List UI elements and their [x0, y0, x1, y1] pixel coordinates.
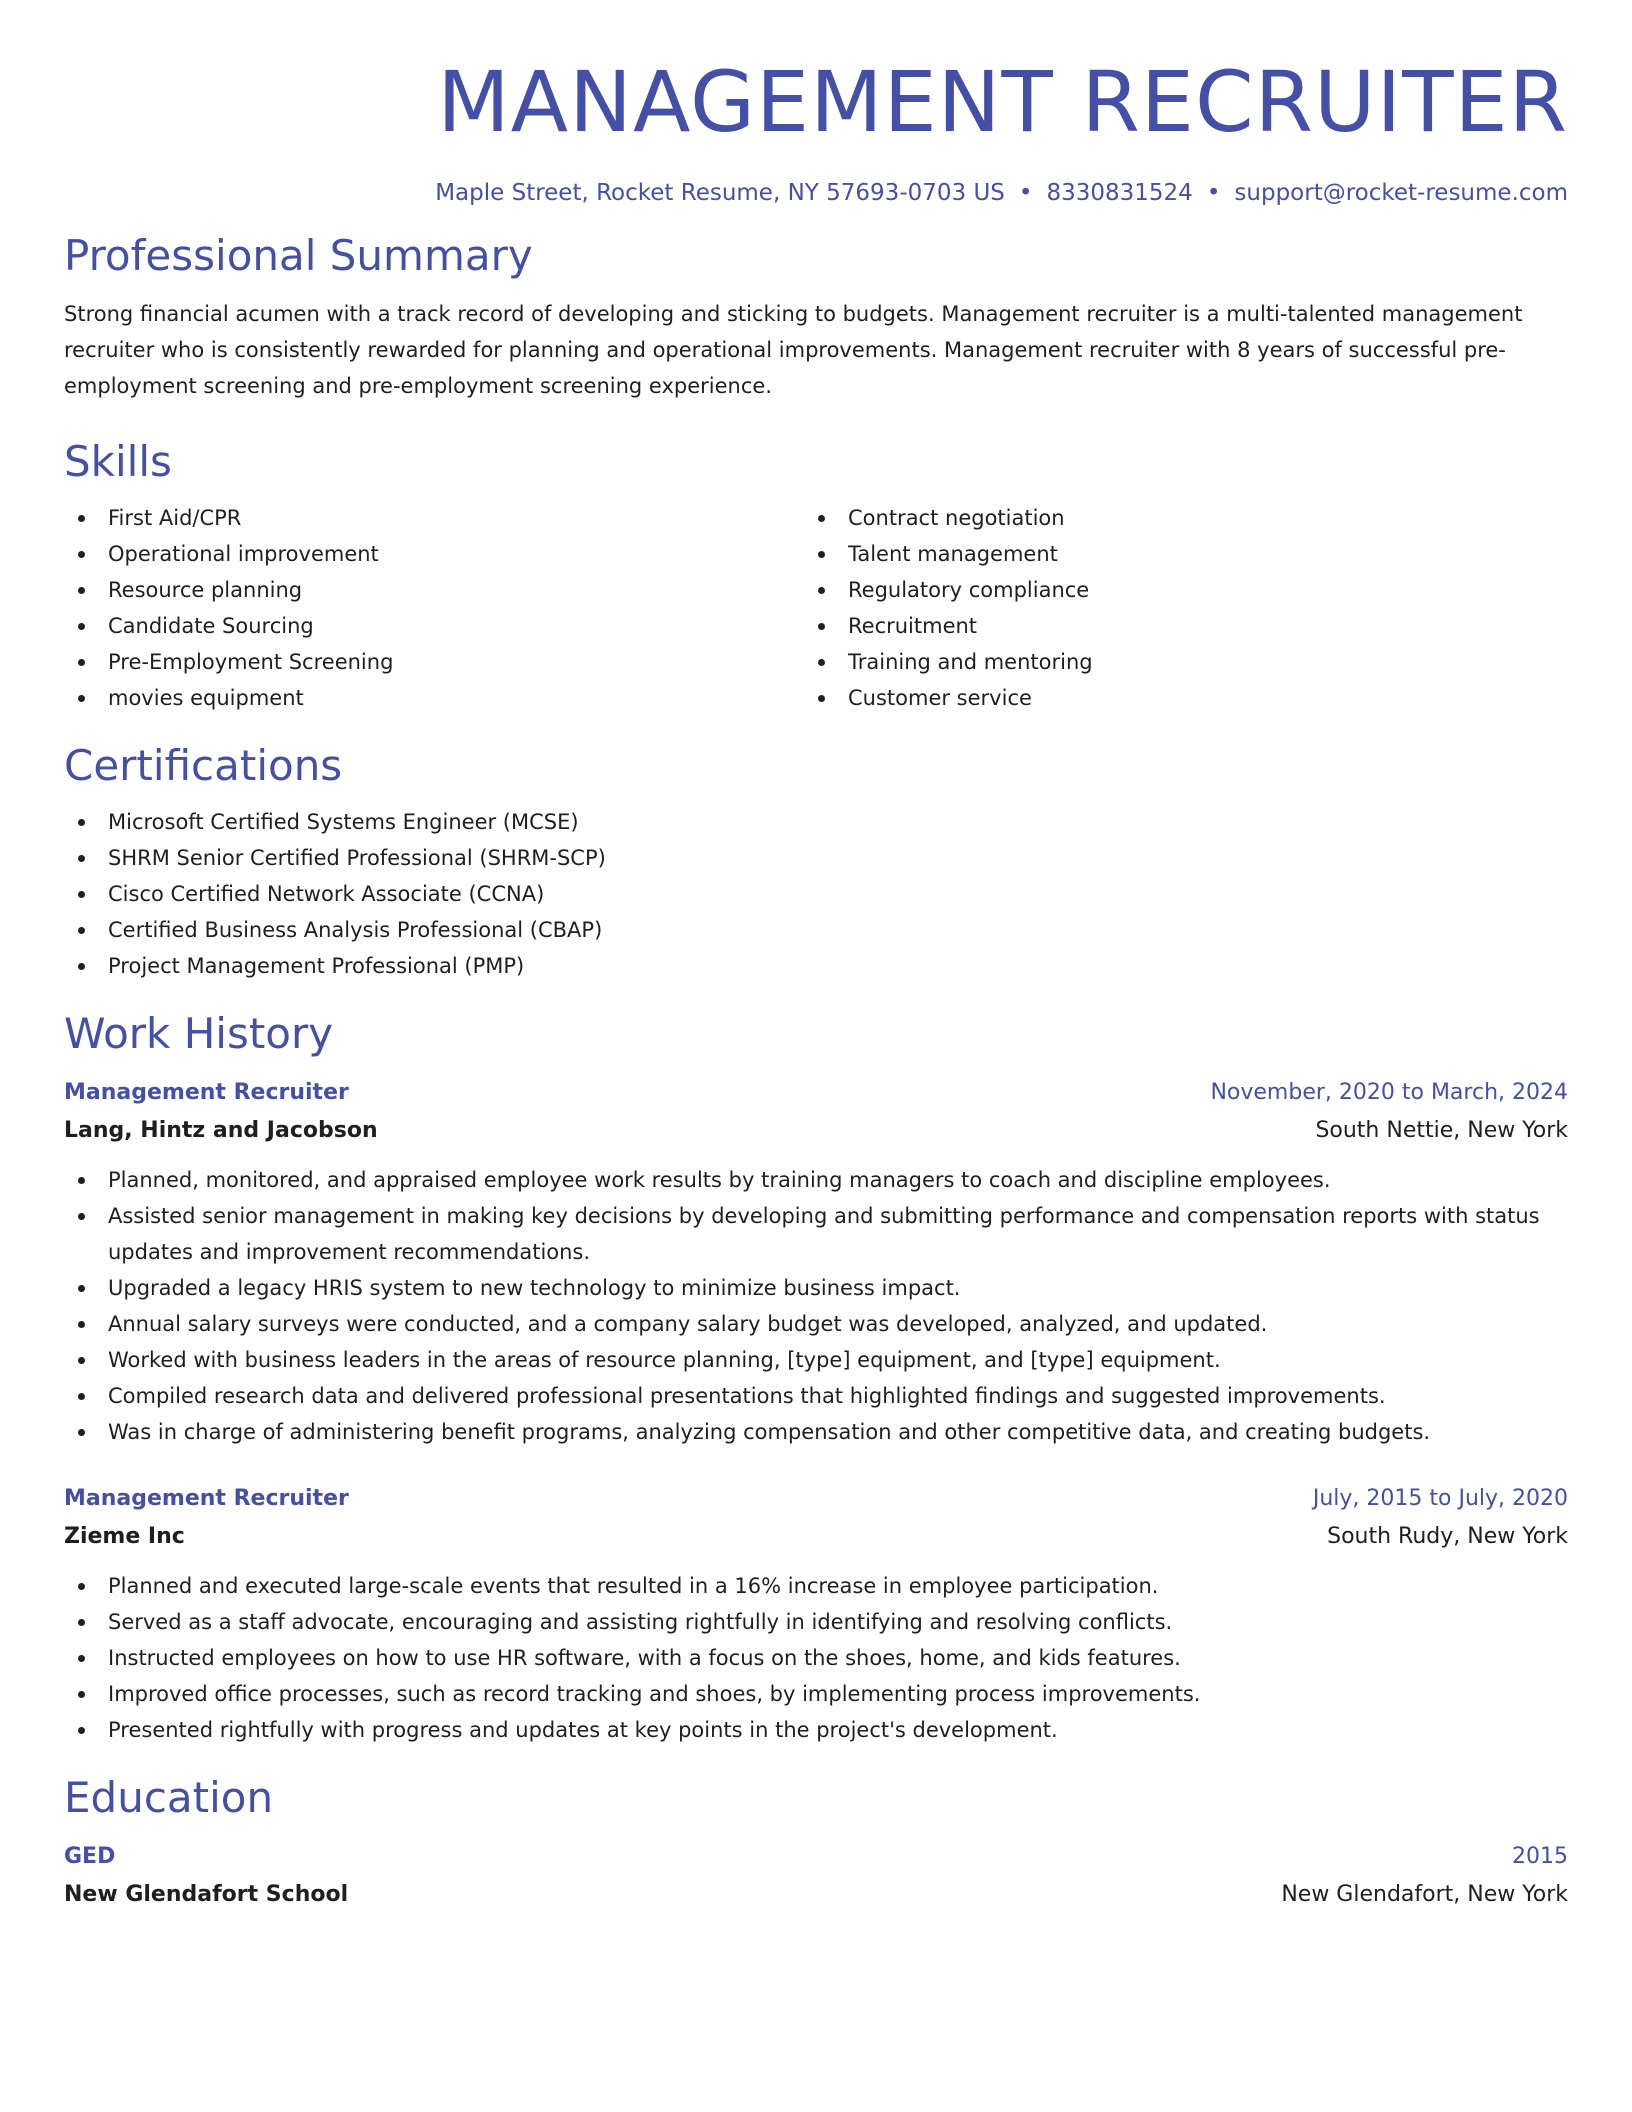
list-item: movies equipment	[64, 680, 804, 716]
education-year: 2015	[1512, 1844, 1568, 1869]
address: Maple Street, Rocket Resume, NY 57693-0703 US	[435, 180, 1005, 206]
summary-heading: Professional Summary	[64, 231, 533, 280]
list-item: Served as a staff advocate, encouraging and assisting rightfully in identifying and resolving conflicts.	[64, 1604, 1568, 1640]
job-bullets	[64, 1568, 1568, 1748]
bullet-dot	[818, 551, 825, 558]
bullet-dot	[78, 891, 85, 898]
list-item: First Aid/CPR	[64, 500, 804, 536]
list-item: Microsoft Certified Systems Engineer (MCSE)	[64, 804, 1568, 840]
bullet-dot	[78, 1357, 85, 1364]
bullet-dot	[78, 1727, 85, 1734]
resume-header	[64, 0, 1568, 206]
skills-list-left	[64, 500, 804, 716]
bullet-dot	[78, 855, 85, 862]
list-item: Customer service	[804, 680, 1544, 716]
contact-line	[64, 180, 1568, 206]
separator-dot: •	[1018, 180, 1033, 206]
bullet-dot	[818, 587, 825, 594]
list-item: Recruitment	[804, 608, 1544, 644]
school-location: New Glendafort, New York	[1281, 1882, 1568, 1907]
list-item: Upgraded a legacy HRIS system to new technology to minimize business impact.	[64, 1270, 1568, 1306]
job-title: Management Recruiter	[64, 1080, 349, 1105]
bullet-dot	[78, 1285, 85, 1292]
bullet-dot	[78, 963, 85, 970]
bullet-dot	[818, 695, 825, 702]
bullet-dot	[78, 1691, 85, 1698]
certifications-heading: Certifications	[64, 741, 343, 790]
bullet-dot	[78, 551, 85, 558]
job-dates: July, 2015 to July, 2020	[1312, 1486, 1568, 1511]
list-item: Certified Business Analysis Professional (CBAP)	[64, 912, 1568, 948]
bullet-dot	[78, 1429, 85, 1436]
job-entry	[64, 1480, 1568, 1748]
list-item: Compiled research data and delivered professional presentations that highlighted findings and suggested improvements.	[64, 1378, 1568, 1414]
bullet-dot	[78, 587, 85, 594]
job-location: South Nettie, New York	[1315, 1118, 1568, 1143]
list-item: Improved office processes, such as record tracking and shoes, by implementing process improvements.	[64, 1676, 1568, 1712]
list-item: Project Management Professional (PMP)	[64, 948, 1568, 984]
skills-heading: Skills	[64, 437, 172, 486]
candidate-name: MANAGEMENT RECRUITER	[437, 53, 1568, 151]
list-item: SHRM Senior Certified Professional (SHRM-SCP)	[64, 840, 1568, 876]
degree: GED	[64, 1844, 116, 1869]
list-item: Contract negotiation	[804, 500, 1544, 536]
list-item: Was in charge of administering benefit programs, analyzing compensation and other competitive data, and creating budgets.	[64, 1414, 1568, 1450]
separator-dot: •	[1206, 180, 1221, 206]
list-item: Operational improvement	[64, 536, 804, 572]
bullet-dot	[78, 1321, 85, 1328]
list-item: Talent management	[804, 536, 1544, 572]
bullet-dot	[818, 623, 825, 630]
certifications-section	[64, 740, 1568, 984]
skills-section	[64, 436, 1568, 716]
bullet-dot	[818, 515, 825, 522]
job-location: South Rudy, New York	[1327, 1524, 1568, 1549]
bullet-dot	[78, 1213, 85, 1220]
job-dates: November, 2020 to March, 2024	[1210, 1080, 1568, 1105]
bullet-dot	[78, 515, 85, 522]
bullet-dot	[78, 1619, 85, 1626]
list-item: Planned and executed large-scale events that resulted in a 16% increase in employee participation.	[64, 1568, 1568, 1604]
work-history-section	[64, 1008, 1568, 1748]
list-item: Instructed employees on how to use HR software, with a focus on the shoes, home, and kids features.	[64, 1640, 1568, 1676]
list-item: Regulatory compliance	[804, 572, 1544, 608]
list-item: Assisted senior management in making key decisions by developing and submitting performance and compensation reports with status updates and improvement recommendations.	[64, 1198, 1568, 1270]
bullet-dot	[78, 927, 85, 934]
list-item: Pre-Employment Screening	[64, 644, 804, 680]
email: support@rocket-resume.com	[1234, 180, 1568, 206]
list-item: Planned, monitored, and appraised employee work results by training managers to coach and discipline employees.	[64, 1162, 1568, 1198]
education-entry	[64, 1838, 1568, 1914]
list-item: Cisco Certified Network Associate (CCNA)	[64, 876, 1568, 912]
bullet-dot	[78, 1177, 85, 1184]
skills-list-right	[804, 500, 1544, 716]
work-history-heading: Work History	[64, 1009, 334, 1058]
bullet-dot	[78, 623, 85, 630]
bullet-dot	[818, 659, 825, 666]
summary-text: Strong financial acumen with a track record of developing and sticking to budgets. Management recruiter is a multi-talented management recruiter who is consistently rewarded for planning and operational improvements. Management recruiter with 8 years of successful pre-employment screening and pre-employment screening experience.	[64, 302, 1523, 398]
list-item: Presented rightfully with progress and updates at key points in the project's development.	[64, 1712, 1568, 1748]
summary-section	[64, 230, 1568, 404]
job-company: Lang, Hintz and Jacobson	[64, 1118, 378, 1143]
list-item: Training and mentoring	[804, 644, 1544, 680]
education-heading: Education	[64, 1773, 274, 1822]
bullet-dot	[78, 819, 85, 826]
certifications-list	[64, 804, 1568, 984]
phone: 8330831524	[1046, 180, 1193, 206]
list-item: Worked with business leaders in the areas of resource planning, [type] equipment, and [type] equipment.	[64, 1342, 1568, 1378]
bullet-dot	[78, 695, 85, 702]
bullet-dot	[78, 1393, 85, 1400]
education-section	[64, 1772, 1568, 1914]
bullet-dot	[78, 1583, 85, 1590]
bullet-dot	[78, 659, 85, 666]
job-entry	[64, 1074, 1568, 1450]
job-bullets	[64, 1162, 1568, 1450]
list-item: Annual salary surveys were conducted, and a company salary budget was developed, analyzed, and updated.	[64, 1306, 1568, 1342]
job-company: Zieme Inc	[64, 1524, 185, 1549]
bullet-dot	[78, 1655, 85, 1662]
school-name: New Glendafort School	[64, 1882, 349, 1907]
list-item: Candidate Sourcing	[64, 608, 804, 644]
job-title: Management Recruiter	[64, 1486, 349, 1511]
list-item: Resource planning	[64, 572, 804, 608]
